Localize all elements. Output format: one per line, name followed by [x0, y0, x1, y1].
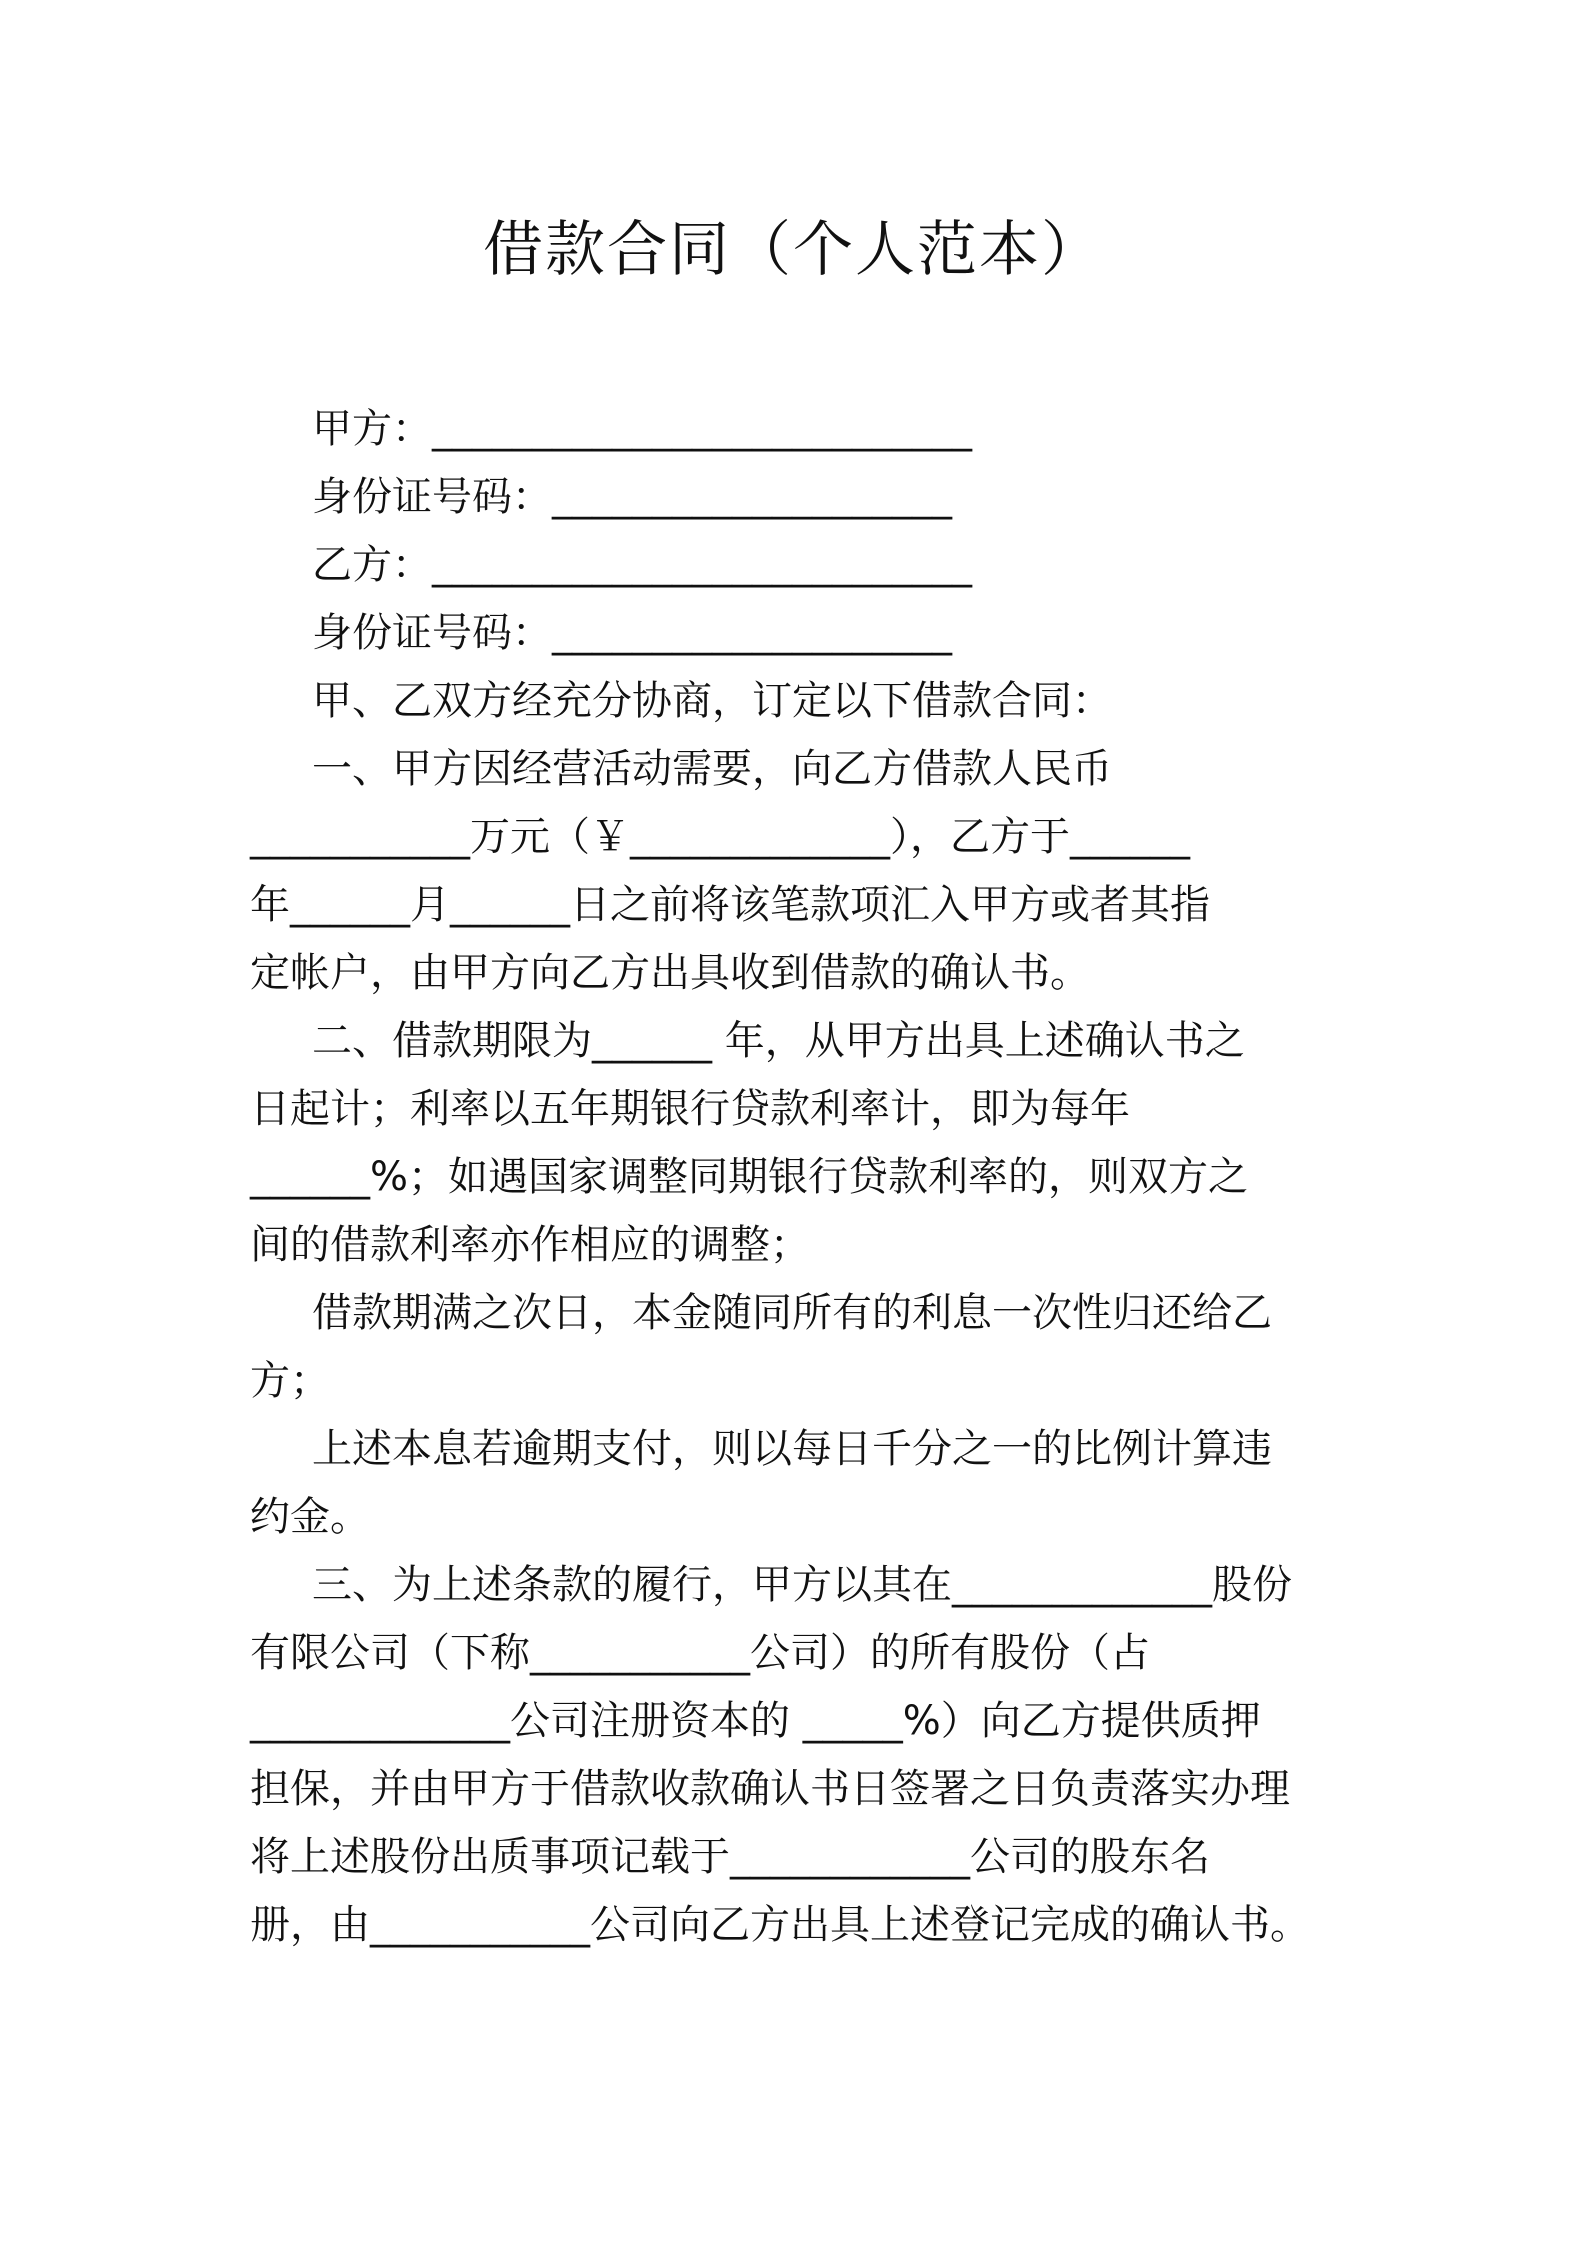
document-title: 借款合同（个人范本） — [483, 215, 1103, 285]
party-b-line: 乙方：___________________________ — [312, 542, 972, 588]
repayment-line-1: 借款期满之次日，本金随同所有的利息一次性归还给乙 — [312, 1290, 1272, 1336]
clause-1-line-2: ___________万元（￥_____________），乙方于______ — [250, 814, 1190, 860]
clause-2-line-3: ______%；如遇国家调整同期银行贷款利率的，则双方之 — [250, 1154, 1249, 1200]
repayment-line-2: 方； — [250, 1358, 330, 1404]
agreement-intro: 甲、乙双方经充分协商，订定以下借款合同： — [312, 678, 1112, 724]
party-b-id-line: 身份证号码：____________________ — [312, 610, 952, 656]
clause-2-line-4: 间的借款利率亦作相应的调整； — [250, 1222, 810, 1268]
party-a-id-line: 身份证号码：____________________ — [312, 474, 952, 520]
clause-1-line-4: 定帐户，由甲方向乙方出具收到借款的确认书。 — [250, 950, 1090, 996]
clause-3-line-3: _____________公司注册资本的 _____%）向乙方提供质押 — [250, 1698, 1261, 1744]
penalty-line-2: 约金。 — [250, 1494, 370, 1540]
clause-2-line-1: 二、借款期限为______ 年，从甲方出具上述确认书之 — [312, 1018, 1245, 1064]
clause-1-line-1: 一、甲方因经营活动需要，向乙方借款人民币 — [312, 746, 1112, 792]
clause-3-line-2: 有限公司（下称___________公司）的所有股份（占 — [250, 1630, 1150, 1676]
clause-3-line-5: 将上述股份出质事项记载于____________公司的股东名 — [250, 1834, 1210, 1880]
clause-3-line-6: 册，由___________公司向乙方出具上述登记完成的确认书。 — [250, 1902, 1310, 1948]
party-a-line: 甲方：___________________________ — [312, 406, 972, 452]
penalty-line-1: 上述本息若逾期支付，则以每日千分之一的比例计算违 — [312, 1426, 1272, 1472]
clause-2-line-2: 日起计；利率以五年期银行贷款利率计，即为每年 — [250, 1086, 1130, 1132]
clause-3-line-1: 三、为上述条款的履行，甲方以其在_____________股份 — [312, 1562, 1292, 1608]
clause-1-line-3: 年______月______日之前将该笔款项汇入甲方或者其指 — [250, 882, 1210, 928]
contract-body — [250, 395, 1360, 1959]
clause-3-line-4: 担保，并由甲方于借款收款确认书日签署之日负责落实办理 — [250, 1766, 1290, 1812]
